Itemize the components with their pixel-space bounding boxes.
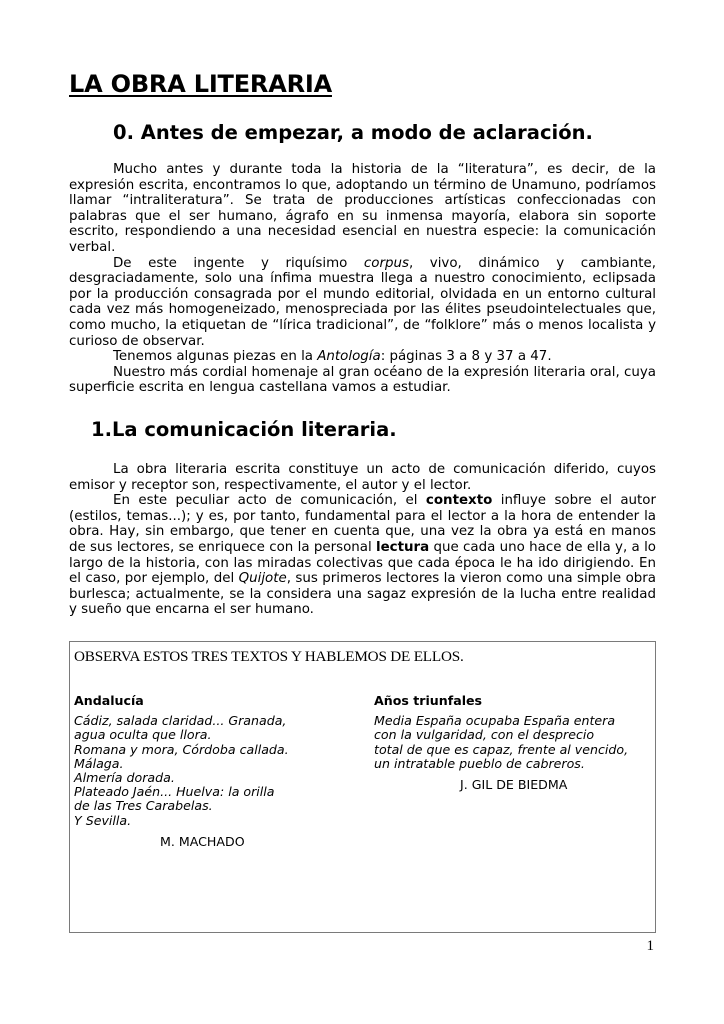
italic-term: Antología (317, 349, 381, 365)
poem-title: Años triunfales (374, 693, 483, 708)
paragraph (69, 462, 656, 493)
text-run: Tenemos algunas piezas en la (113, 349, 318, 365)
text-run: De este ingente y riquísimo (113, 255, 364, 271)
bold-term: lectura (376, 539, 430, 555)
paragraph (69, 162, 656, 256)
text-run: que cada uno hace de ella y, a lo largo de la historia, con las miradas colectivas que cada época le ha ido dirigiendo. En el caso, por ejemplo, del (69, 539, 656, 587)
poem-author: M. MACHADO (160, 833, 245, 849)
poem-line: agua oculta que llora. (74, 727, 212, 743)
poem-line: Media España ocupaba España entera (374, 713, 616, 729)
section-0-body (69, 162, 656, 396)
paragraph (69, 349, 656, 365)
poem-line: de las Tres Carabelas. (74, 798, 213, 814)
text-run: Mucho antes y durante toda la historia de la “literatura”, es decir, de la expresión escrita, encontramos lo que, adoptando un término de Unamuno, podríamos llamar “intraliteratura”. Se trata de producciones artísticas confeccionadas con palabras que el ser humano, ágrafo en su inmensa mayoría, elabora sin soporte escrito, respondiendo a una necesidad esencial en nuestra especie: la comunicación verbal. (69, 162, 656, 255)
paragraph (69, 493, 656, 618)
poem-line: un intratable pueblo de cabreros. (374, 755, 585, 771)
text-run: , sus primeros lectores la vieron como una simple obra burlesca; actualmente, se la considera una sagaz expresión de la lucha entre realidad y sueño que encarna el ser humano. (69, 571, 656, 618)
poem-line: Almería dorada. (74, 770, 175, 786)
poem-line: con la vulgaridad, con el desprecio (374, 727, 595, 743)
poem-author: J. GIL DE BIEDMA (460, 777, 568, 793)
exercise-box-heading: OBSERVA ESTOS TRES TEXTOS Y HABLEMOS DE ELLOS. (74, 648, 464, 665)
text-run: Nuestro más cordial homenaje al gran océano de la expresión literaria oral, cuya superficie escrita en lengua castellana vamos a estudiar. (69, 364, 656, 396)
poem-line: Romana y mora, Córdoba callada. (74, 741, 289, 757)
document-title: LA OBRA LITERARIA (69, 70, 332, 98)
text-run: : páginas 3 a 8 y 37 a 47. (380, 349, 552, 365)
text-run: , vivo, dinámico y cambiante, desgraciadamente, solo una ínfima muestra llega a nuestro conocimiento, eclipsada por la producción consagrada por el mundo editorial, olvidada en un entorno cultural cada vez más homogeneizado, menospreciada por las élites pseudointelectuales que, como mucho, la etiquetan de “lírica tradicional”, de “folklore” más o menos localista y curioso de observar. (69, 255, 656, 349)
section-1-body (69, 462, 656, 618)
italic-term: Quijote (238, 571, 287, 587)
poem-line: Plateado Jaén... Huelva: la orilla (74, 784, 275, 800)
poem-lines (374, 714, 654, 771)
text-run: En este peculiar acto de comunicación, el (113, 493, 426, 509)
paragraph (69, 365, 656, 396)
poem-lines (74, 714, 364, 828)
poem-line: total de que es capaz, frente al vencido, (374, 741, 629, 757)
text-run: La obra literaria escrita constituye un acto de comunicación diferido, cuyos emisor y receptor son, respectivamente, el autor y el lector. (69, 462, 656, 493)
italic-term: corpus (363, 255, 409, 271)
exercise-box (69, 641, 656, 933)
poem-andalucia (74, 694, 364, 849)
bold-term: contexto (425, 493, 493, 509)
paragraph (69, 256, 656, 350)
poem-line: Cádiz, salada claridad... Granada, (74, 713, 287, 729)
text-run: influye sobre el autor (estilos, temas...); y es, por tanto, fundamental para el lector a la hora de entender la obra. Hay, sin embargo, que tener en cuenta que, una vez la obra ya está en manos de sus lectores, se enriquece con la personal (69, 493, 656, 555)
poem-line: Y Sevilla. (74, 812, 132, 828)
poem-line: Málaga. (74, 755, 124, 771)
poem-anos-triunfales (374, 694, 654, 792)
page-number: 1 (646, 938, 654, 954)
section-heading-1: 1.La comunicación literaria. (91, 418, 397, 441)
section-heading-0: 0. Antes de empezar, a modo de aclaración. (113, 121, 593, 144)
poem-title: Andalucía (74, 693, 144, 708)
